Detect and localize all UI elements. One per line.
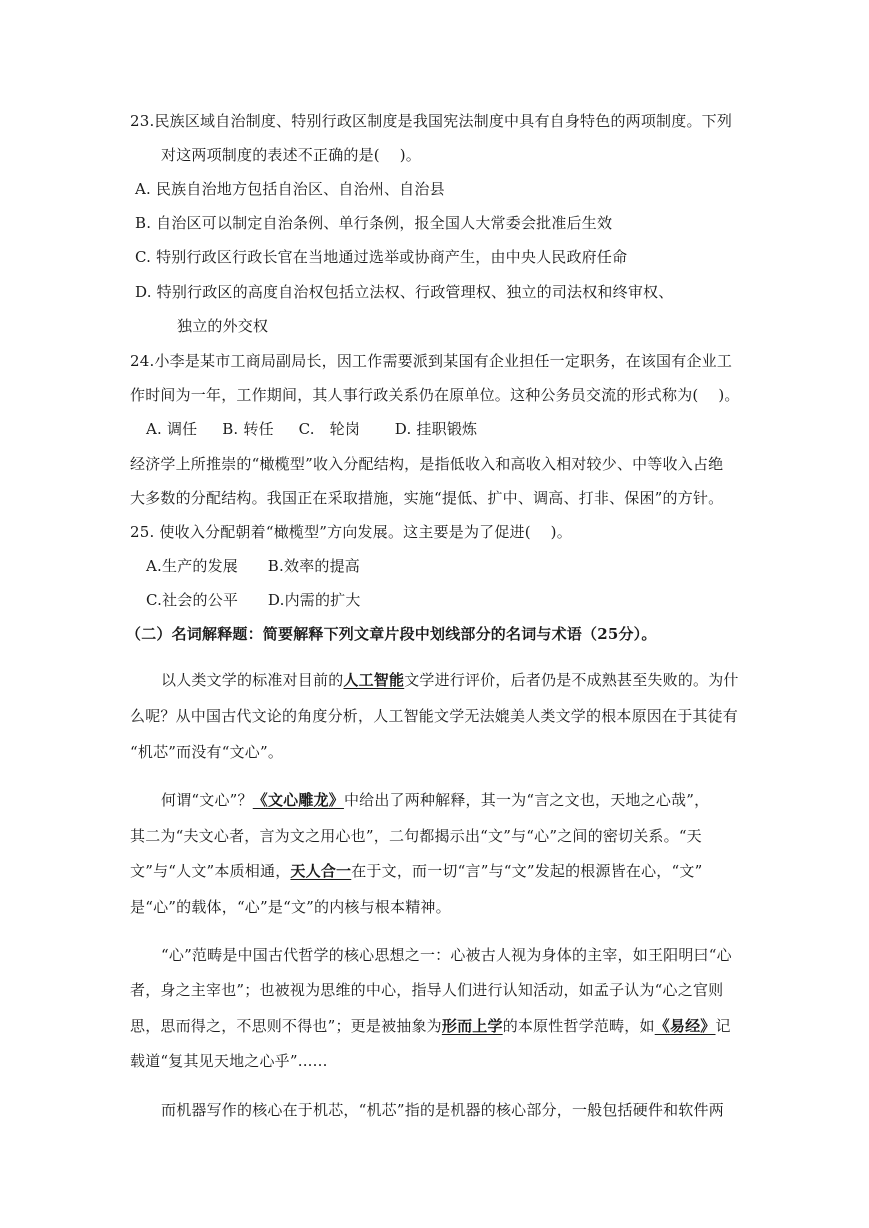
q23-option-d-continued: 独立的外交权 bbox=[177, 317, 269, 335]
p1-line3: “机芯”而没有“文心”。 bbox=[130, 743, 284, 761]
p1-line1 bbox=[161, 670, 739, 690]
p2-text: 文”与“人文”本质相通， bbox=[130, 862, 291, 880]
p3-text: 记 bbox=[715, 1017, 731, 1035]
q23-option-d: D. 特别行政区的高度自治权包括立法权、行政管理权、独立的司法权和终审权、 bbox=[135, 283, 674, 301]
term-metaphysics: 形而上学 bbox=[441, 1017, 503, 1035]
p2-line1 bbox=[161, 790, 709, 810]
q23-option-a: A. 民族自治地方包括自治区、自治州、自治县 bbox=[135, 180, 445, 198]
q23-stem-line2: 对这两项制度的表述不正确的是( )。 bbox=[161, 146, 421, 164]
p1-line2: 么呢？从中国古代文论的角度分析，人工智能文学无法媲美人类文学的根本原因在于其徒有 bbox=[130, 707, 739, 725]
p2-text: 何谓“文心”？ bbox=[161, 791, 253, 809]
p3-text: 的本原性哲学范畴，如 bbox=[502, 1017, 655, 1035]
p3-line3 bbox=[130, 1016, 731, 1036]
p2-text: 中给出了两种解释，其一为“言之文也，天地之心哉”， bbox=[343, 791, 710, 809]
q23-option-c: C. 特别行政区行政长官在当地通过选举或协商产生，由中央人民政府任命 bbox=[135, 248, 628, 266]
p4-line1: 而机器写作的核心在于机芯，“机芯”指的是机器的核心部分，一般包括硬件和软件两 bbox=[161, 1101, 724, 1119]
q25-options-ab: A.生产的发展 B.效率的提高 bbox=[146, 557, 361, 575]
q25-stem: 25. 使收入分配朝着“橄榄型”方向发展。这主要是为了促进( )。 bbox=[130, 523, 572, 541]
p3-line2: 者，身之主宰也”；也被视为思维的中心，指导人们进行认知活动，如孟子认为“心之官则 bbox=[130, 981, 724, 999]
q23-stem-line1: 23.民族区域自治制度、特别行政区制度是我国宪法制度中具有自身特色的两项制度。下列 bbox=[130, 112, 733, 130]
term-tian-ren-he-yi: 天人合一 bbox=[290, 862, 352, 880]
p2-line2: 其二为“夫文心者，言为文之用心也”，二句都揭示出“文”与“心”之间的密切关系。“天 bbox=[130, 827, 702, 845]
p3-line1: “心”范畴是中国古代哲学的核心思想之一：心被古人视为身体的主宰，如王阳明曰“心 bbox=[161, 946, 732, 964]
p1-text: 以人类文学的标准对目前的 bbox=[161, 671, 344, 689]
q23-option-b: B. 自治区可以制定自治条例、单行条例，报全国人大常委会批准后生效 bbox=[135, 214, 613, 232]
p3-line4: 载道“复其见天地之心乎”...... bbox=[130, 1052, 328, 1070]
p2-line3 bbox=[130, 861, 702, 881]
q25-intro-line1: 经济学上所推崇的“橄榄型”收入分配结构，是指低收入和高收入相对较少、中等收入占绝 bbox=[130, 455, 724, 473]
q24-options: A. 调任 B. 转任 C. 轮岗 D. 挂职锻炼 bbox=[146, 420, 478, 438]
p3-text: 思，思而得之，不思则不得也”；更是被抽象为 bbox=[130, 1017, 442, 1035]
q25-options-cd: C.社会的公平 D.内需的扩大 bbox=[146, 591, 361, 609]
p1-text: 文学进行评价，后者仍是不成熟甚至失败的。为什 bbox=[404, 671, 739, 689]
q24-stem-line2: 作时间为一年，工作期间，其人事行政关系仍在原单位。这种公务员交流的形式称为( )。 bbox=[130, 386, 740, 404]
p2-line4: 是“心”的载体，“心”是“文”的内核与根本精神。 bbox=[130, 898, 451, 916]
q25-intro-line2: 大多数的分配结构。我国正在采取措施，实施“提低、扩中、调高、打非、保困”的方针。 bbox=[130, 489, 724, 507]
p2-text: 在于文，而一切“言”与“文”发起的根源皆在心，“文” bbox=[351, 862, 703, 880]
term-artificial-intelligence: 人工智能 bbox=[343, 671, 405, 689]
term-yijing: 《易经》 bbox=[654, 1017, 716, 1035]
q24-stem-line1: 24.小李是某市工商局副局长，因工作需要派到某国有企业担任一定职务，在该国有企业工 bbox=[130, 352, 733, 370]
term-wenxin-diaolong: 《文心雕龙》 bbox=[252, 791, 344, 809]
section2-heading: （二）名词解释题：简要解释下列文章片段中划线部分的名词与术语（25分）。 bbox=[126, 625, 657, 643]
